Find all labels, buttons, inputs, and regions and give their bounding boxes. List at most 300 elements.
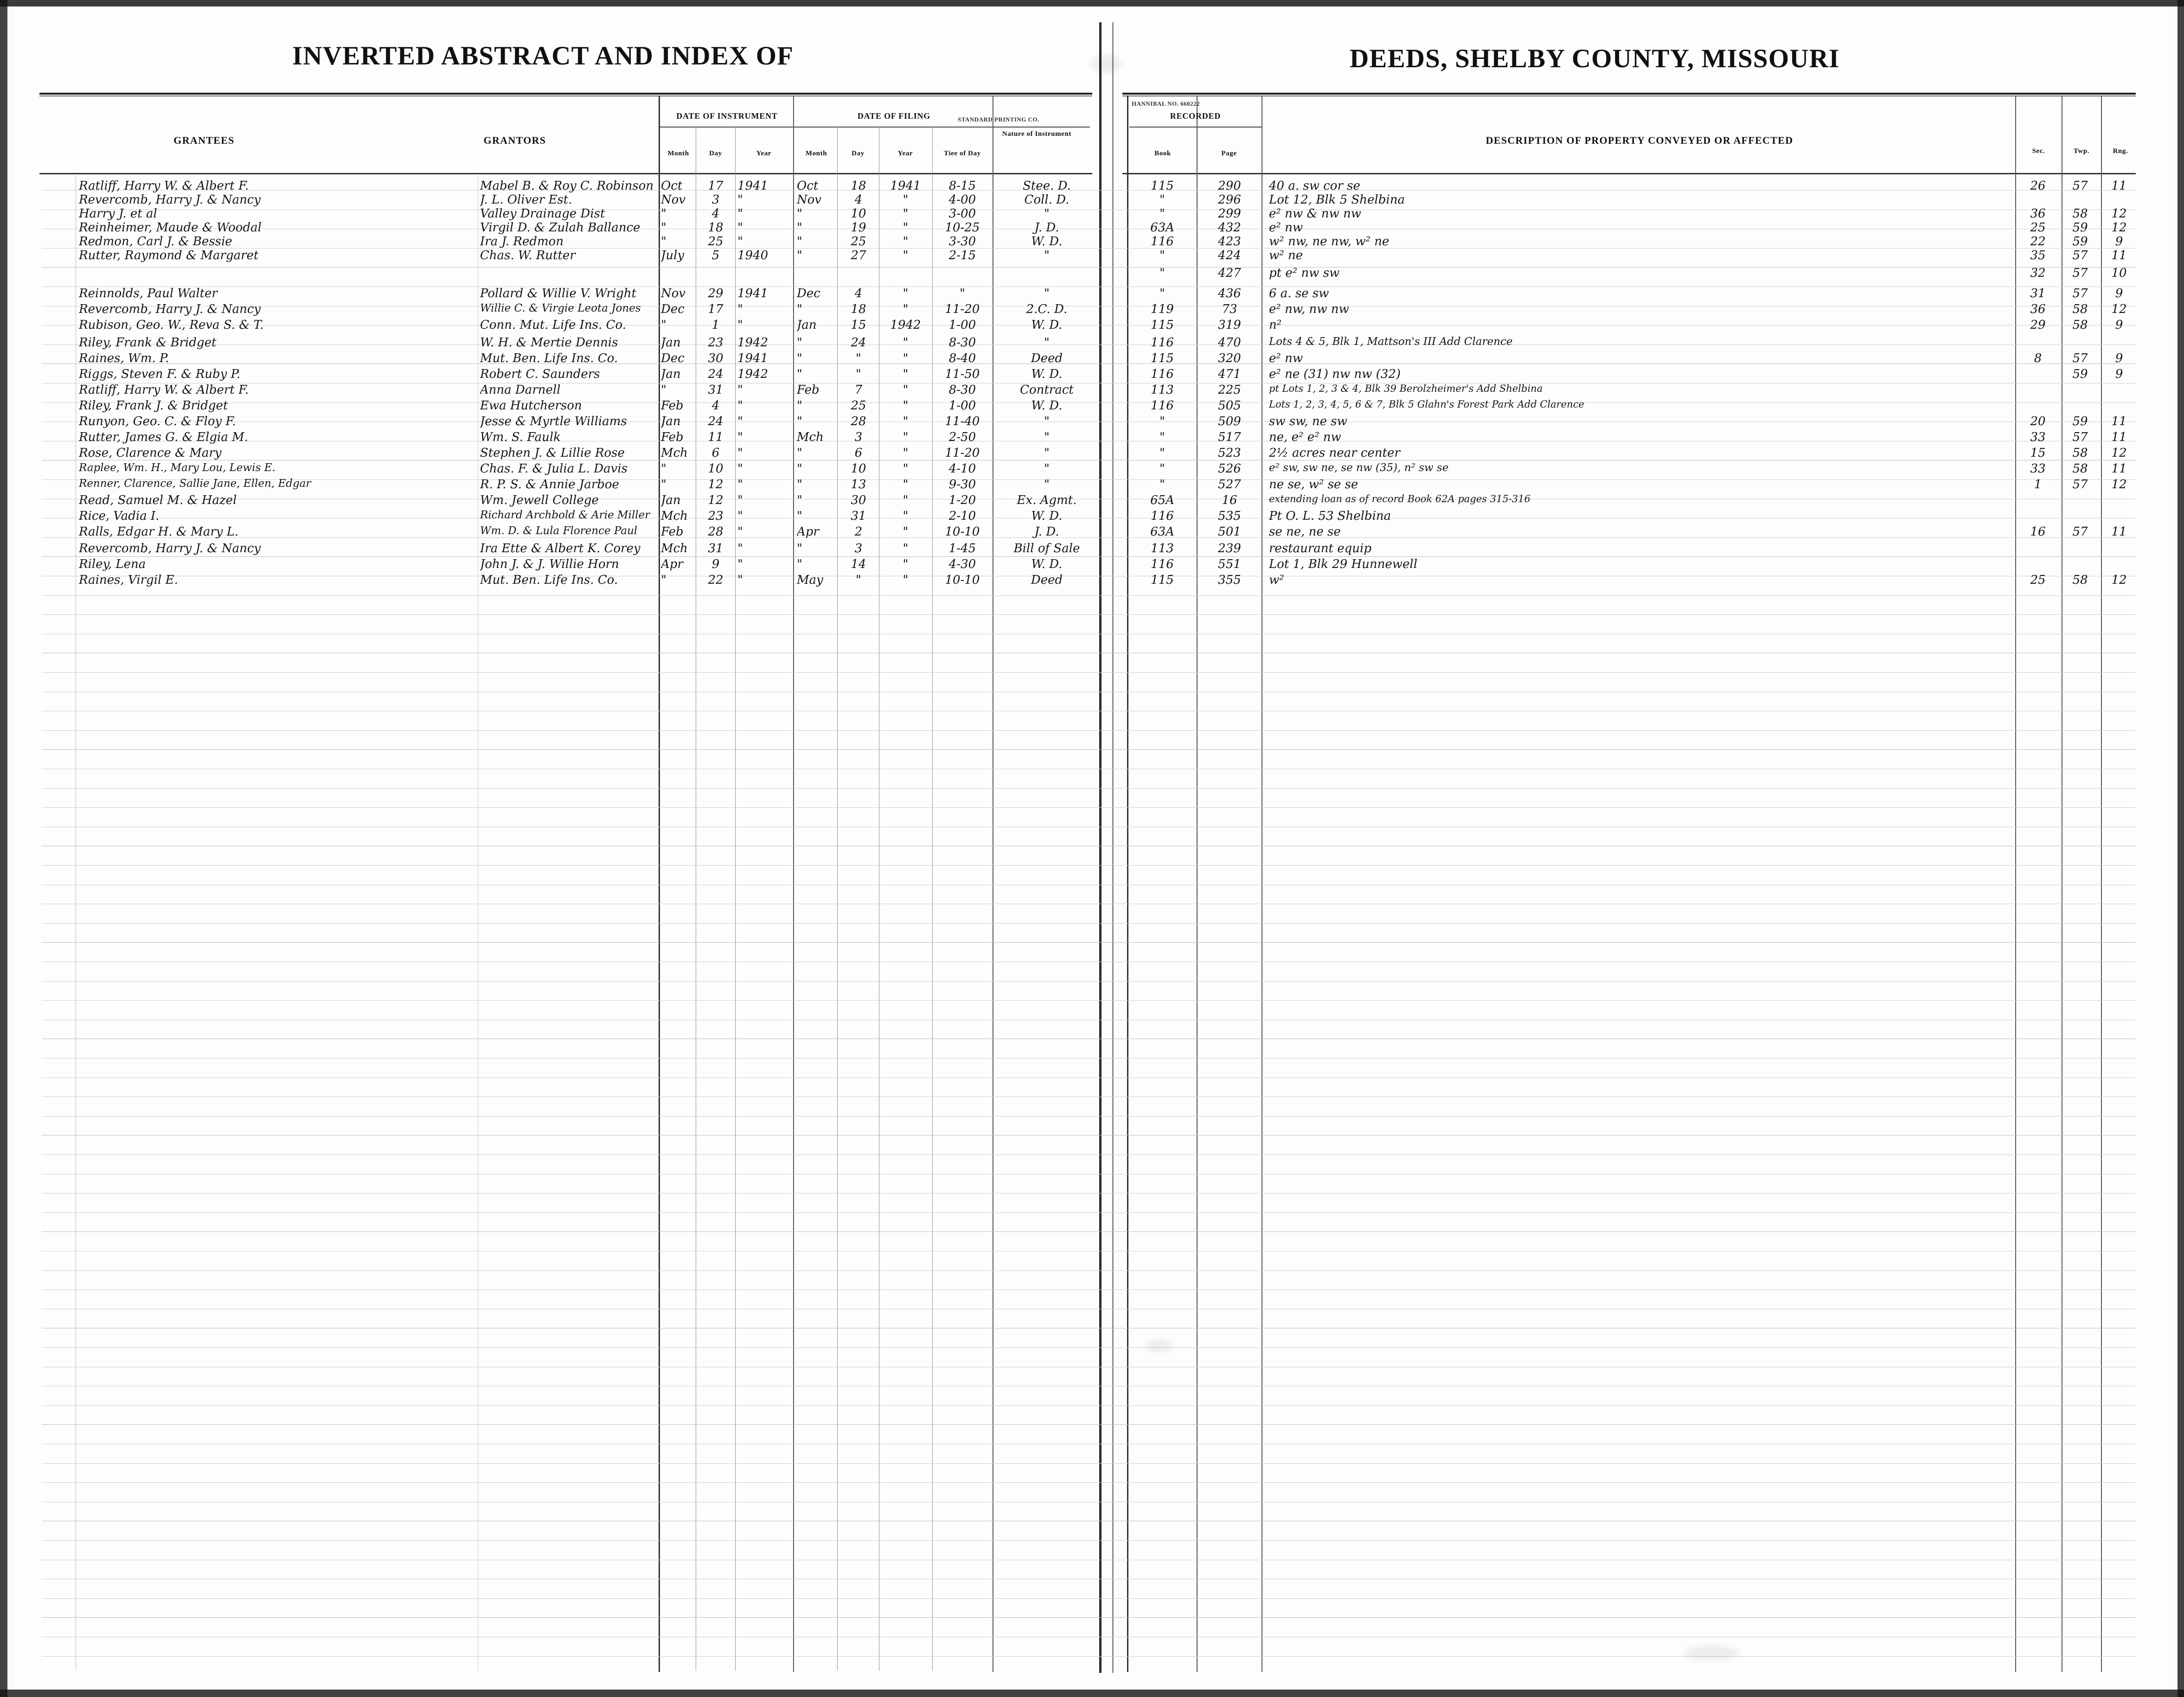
cell-inst-month: Feb — [661, 399, 684, 413]
cell-time: 2-10 — [948, 509, 976, 523]
cell-time: 1-00 — [948, 318, 976, 332]
cell-grantees: Redmon, Carl J. & Bessie — [79, 235, 232, 249]
cell-file-month: " — [797, 336, 802, 350]
cell-book: 116 — [1151, 235, 1174, 249]
cell-book: " — [1159, 430, 1165, 444]
cell-file-year: " — [903, 557, 909, 571]
ruled-line — [42, 1347, 2136, 1348]
col-rule-recorded-left — [1127, 96, 1128, 1672]
cell-file-day: 4 — [854, 193, 863, 207]
cell-inst-month: Dec — [661, 302, 685, 316]
cell-nature: " — [1044, 462, 1050, 476]
cell-file-year: 1942 — [890, 318, 921, 332]
cell-nature: " — [1044, 415, 1050, 428]
cell-grantees: Rubison, Geo. W., Reva S. & T. — [79, 318, 264, 332]
cell-file-year: " — [903, 542, 909, 555]
cell-inst-month: Jan — [661, 415, 681, 428]
cell-file-month: " — [797, 302, 802, 316]
cell-inst-year: " — [737, 430, 743, 444]
cell-page: 535 — [1218, 509, 1241, 523]
cell-book: 116 — [1151, 399, 1174, 413]
cell-page: 320 — [1218, 351, 1241, 365]
cell-book: " — [1159, 478, 1165, 491]
cell-rng: 9 — [2115, 287, 2123, 300]
cell-inst-year: " — [737, 235, 743, 249]
cell-description: w² ne — [1269, 249, 1303, 262]
cell-nature: W. D. — [1031, 235, 1063, 249]
cell-file-day: 19 — [851, 221, 866, 235]
cell-inst-month: Jan — [661, 493, 681, 507]
cell-description: pt e² nw sw — [1269, 266, 1340, 280]
cell-sec: 25 — [2030, 573, 2046, 587]
cell-description: pt Lots 1, 2, 3 & 4, Blk 39 Berolzheimer's Add Shelbina — [1269, 383, 1543, 394]
cell-page: 505 — [1218, 399, 1241, 413]
cell-page: 296 — [1218, 193, 1241, 207]
cell-page: 509 — [1218, 415, 1241, 428]
cell-file-month: Mch — [797, 430, 824, 444]
ledger-sheet — [14, 8, 2168, 1687]
cell-file-day: 3 — [854, 430, 863, 444]
cell-file-year: " — [903, 302, 909, 316]
page-edge-bottom — [0, 1690, 2184, 1697]
ruled-line — [42, 1000, 2136, 1001]
cell-grantees: Riley, Frank J. & Bridget — [79, 399, 228, 413]
cell-book: 115 — [1151, 179, 1174, 193]
cell-inst-year: " — [737, 557, 743, 571]
cell-rng: 12 — [2111, 478, 2127, 491]
cell-page: 290 — [1218, 179, 1241, 193]
cell-inst-day: 22 — [708, 573, 724, 587]
ruled-line — [42, 672, 2136, 673]
cell-inst-day: 25 — [708, 235, 724, 249]
cell-grantees: Rice, Vadia I. — [79, 509, 160, 523]
ruled-line — [42, 1405, 2136, 1406]
cell-book: 115 — [1151, 573, 1174, 587]
cell-grantees: Riggs, Steven F. & Ruby P. — [79, 367, 241, 381]
cell-description: Lot 12, Blk 5 Shelbina — [1269, 193, 1405, 207]
cell-time: 11-20 — [945, 446, 980, 460]
column-header-date-of-instrument: DATE OF INSTRUMENT — [676, 111, 778, 121]
col-rule-sec — [2015, 96, 2016, 1672]
cell-grantees: Ralls, Edgar H. & Mary L. — [79, 525, 239, 539]
ruled-line — [42, 1289, 2136, 1290]
cell-sec: 26 — [2030, 179, 2046, 193]
cell-time: 10-25 — [945, 221, 980, 235]
cell-twp: 58 — [2072, 462, 2088, 476]
cell-book: 63A — [1150, 221, 1174, 235]
cell-rng: 10 — [2111, 266, 2127, 280]
cell-inst-month: " — [661, 318, 666, 332]
cell-nature: J. D. — [1034, 221, 1059, 235]
cell-sec: 36 — [2030, 207, 2046, 221]
ruled-line — [42, 788, 2136, 789]
cell-time: 11-40 — [945, 415, 980, 428]
cell-page: 523 — [1218, 446, 1241, 460]
cell-description: 2½ acres near center — [1269, 446, 1400, 460]
cell-inst-year: 1941 — [737, 287, 769, 300]
cell-time: 8-30 — [948, 336, 976, 350]
cell-inst-year: " — [737, 493, 743, 507]
cell-inst-year: " — [737, 207, 743, 221]
cell-inst-year: " — [737, 573, 743, 587]
cell-inst-day: 1 — [711, 318, 720, 332]
page-title-right: DEEDS, SHELBY COUNTY, MISSOURI — [1350, 44, 1840, 73]
cell-description: Lot 1, Blk 29 Hunnewell — [1269, 557, 1418, 571]
cell-inst-year: 1940 — [737, 249, 769, 262]
cell-description: Lots 4 & 5, Blk 1, Mattson's III Add Clarence — [1269, 336, 1513, 348]
col-rule-filing — [793, 96, 794, 1672]
cell-nature: Bill of Sale — [1013, 542, 1080, 555]
cell-twp: 57 — [2072, 430, 2088, 444]
cell-file-year: " — [903, 249, 909, 262]
cell-inst-month: Nov — [661, 287, 686, 300]
cell-inst-day: 23 — [708, 336, 724, 350]
cell-description: e² nw, nw nw — [1269, 302, 1349, 316]
cell-file-year: " — [903, 351, 909, 365]
cell-grantors: Anna Darnell — [480, 383, 561, 397]
cell-page: 526 — [1218, 462, 1241, 476]
cell-file-year: " — [903, 509, 909, 523]
cell-page: 551 — [1218, 557, 1241, 571]
cell-twp: 57 — [2072, 525, 2088, 539]
ruled-line — [42, 1540, 2136, 1541]
cell-grantees: Raines, Wm. P. — [79, 351, 169, 365]
cell-rng: 9 — [2115, 351, 2123, 365]
cell-inst-month: Feb — [661, 525, 684, 539]
cell-book: 116 — [1151, 367, 1174, 381]
cell-file-month: Feb — [797, 383, 820, 397]
column-header-inst-month: Month — [667, 150, 689, 157]
cell-sec: 36 — [2030, 302, 2046, 316]
cell-grantees: Riley, Lena — [79, 557, 146, 571]
cell-inst-month: Mch — [661, 509, 688, 523]
cell-book: 113 — [1151, 542, 1174, 555]
page-title-left: INVERTED ABSTRACT AND INDEX OF — [292, 41, 794, 70]
cell-grantors: Mabel B. & Roy C. Robinson — [480, 179, 654, 193]
cell-page: 239 — [1218, 542, 1241, 555]
cell-file-year: " — [903, 287, 909, 300]
cell-grantors: Willie C. & Virgie Leota Jones — [480, 302, 641, 314]
cell-description: ne, e² e² nw — [1269, 430, 1341, 444]
cell-inst-day: 28 — [708, 525, 724, 539]
cell-book: " — [1159, 446, 1165, 460]
ruled-line — [42, 865, 2136, 866]
header-bottom-rule-right — [1122, 173, 2136, 174]
cell-book: " — [1159, 249, 1165, 262]
cell-twp: 59 — [2072, 221, 2088, 235]
cell-rng: 11 — [2111, 179, 2127, 193]
cell-rng: 11 — [2111, 462, 2127, 476]
cell-book: " — [1159, 415, 1165, 428]
cell-inst-month: Feb — [661, 430, 684, 444]
cell-time: 11-20 — [945, 302, 980, 316]
cell-inst-month: Jan — [661, 367, 681, 381]
cell-time: 2-15 — [948, 249, 976, 262]
cell-sec: 33 — [2030, 430, 2046, 444]
cell-description: w² nw, ne nw, w² ne — [1269, 235, 1390, 249]
cell-file-month: Jan — [797, 318, 817, 332]
cell-grantors: Valley Drainage Dist — [480, 207, 605, 221]
cell-time: 4-30 — [948, 557, 976, 571]
cell-inst-day: 5 — [711, 249, 720, 262]
cell-description: sw sw, ne sw — [1269, 415, 1347, 428]
cell-inst-year: " — [737, 542, 743, 555]
cell-grantees: Revercomb, Harry J. & Nancy — [79, 193, 261, 207]
cell-nature: Deed — [1031, 351, 1063, 365]
cell-grantees: Riley, Frank & Bridget — [79, 336, 217, 350]
cell-inst-month: " — [661, 221, 666, 235]
cell-grantors: Pollard & Willie V. Wright — [480, 287, 637, 300]
title-rule-right — [1122, 93, 2136, 95]
cell-page: 471 — [1218, 367, 1241, 381]
cell-time: 11-50 — [945, 367, 980, 381]
cell-time: 10-10 — [945, 573, 980, 587]
cell-description: w² — [1269, 573, 1284, 587]
cell-file-year: " — [903, 446, 909, 460]
cell-file-month: " — [797, 509, 802, 523]
cell-grantees: Raplee, Wm. H., Mary Lou, Lewis E. — [79, 462, 275, 474]
col-rule-inst-year — [735, 127, 736, 1671]
cell-inst-year: " — [737, 415, 743, 428]
cell-file-month: " — [797, 493, 802, 507]
cell-inst-month: Mch — [661, 542, 688, 555]
cell-inst-month: Apr — [661, 557, 683, 571]
cell-file-year: " — [903, 525, 909, 539]
cell-page: 436 — [1218, 287, 1241, 300]
cell-description: n² — [1269, 318, 1282, 332]
cell-inst-month: Oct — [661, 179, 683, 193]
column-header-file-day: Day — [852, 150, 865, 157]
cell-page: 424 — [1218, 249, 1241, 262]
cell-file-year: " — [903, 493, 909, 507]
cell-time: 8-15 — [948, 179, 976, 193]
cell-nature: " — [1044, 430, 1050, 444]
ruled-line — [42, 1617, 2136, 1618]
cell-time: " — [960, 287, 965, 300]
cell-book: " — [1159, 193, 1165, 207]
cell-nature: Stee. D. — [1023, 179, 1071, 193]
cell-nature: Ex. Agmt. — [1017, 493, 1077, 507]
cell-page: 16 — [1222, 493, 1237, 507]
cell-file-month: " — [797, 446, 802, 460]
column-header-file-year: Year — [897, 150, 913, 157]
ruled-line — [42, 1135, 2136, 1136]
ruled-line — [42, 923, 2136, 924]
cell-grantors: Ewa Hutcherson — [480, 399, 582, 413]
cell-grantees: Runyon, Geo. C. & Floy F. — [79, 415, 236, 428]
cell-inst-month: Dec — [661, 351, 685, 365]
cell-file-day: 6 — [854, 446, 863, 460]
column-header-rng: Rng. — [2113, 147, 2128, 155]
cell-description: e² nw — [1269, 221, 1303, 235]
cell-file-year: " — [903, 415, 909, 428]
column-header-date-of-filing: DATE OF FILING — [857, 111, 931, 121]
cell-inst-year: " — [737, 318, 743, 332]
cell-description: Pt O. L. 53 Shelbina — [1269, 509, 1391, 523]
cell-sec: 16 — [2030, 525, 2046, 539]
cell-nature: W. D. — [1031, 399, 1063, 413]
cell-grantees: Reinheimer, Maude & Woodal — [79, 221, 262, 235]
cell-twp: 57 — [2072, 266, 2088, 280]
cell-file-year: " — [903, 336, 909, 350]
cell-grantees: Ratliff, Harry W. & Albert F. — [79, 383, 249, 397]
cell-book: " — [1159, 266, 1165, 280]
cell-nature: " — [1044, 287, 1050, 300]
cell-inst-day: 31 — [708, 542, 724, 555]
cell-file-month: " — [797, 221, 802, 235]
cell-file-day: 24 — [851, 336, 866, 350]
cell-inst-year: 1941 — [737, 351, 769, 365]
cell-file-year: " — [903, 383, 909, 397]
cell-file-day: 10 — [851, 207, 866, 221]
cell-file-year: " — [903, 193, 909, 207]
cell-book: 116 — [1151, 336, 1174, 350]
cell-time: 3-00 — [948, 207, 976, 221]
cell-grantors: Richard Archbold & Arie Miller — [480, 509, 650, 521]
column-header-nature-of-instrument: Nature of Instrument — [1002, 130, 1072, 138]
cell-sec: 15 — [2030, 446, 2046, 460]
ruled-line — [42, 1270, 2136, 1271]
cell-inst-year: " — [737, 478, 743, 491]
cell-twp: 58 — [2072, 302, 2088, 316]
cell-book: 63A — [1150, 525, 1174, 539]
cell-inst-day: 18 — [708, 221, 724, 235]
cell-file-month: " — [797, 542, 802, 555]
cell-description: 40 a. sw cor se — [1269, 179, 1360, 193]
cell-inst-year: 1941 — [737, 179, 769, 193]
cell-nature: W. D. — [1031, 318, 1063, 332]
cell-nature: " — [1044, 336, 1050, 350]
ruled-line — [42, 1424, 2136, 1425]
cell-inst-day: 9 — [711, 557, 720, 571]
cell-nature: " — [1044, 446, 1050, 460]
cell-twp: 57 — [2072, 351, 2088, 365]
cell-time: 8-40 — [948, 351, 976, 365]
cell-inst-day: 10 — [708, 462, 724, 476]
cell-time: 4-10 — [948, 462, 976, 476]
cell-page: 432 — [1218, 221, 1241, 235]
cell-book: 115 — [1151, 351, 1174, 365]
smudge-1 — [1090, 55, 1122, 73]
cell-nature: " — [1044, 249, 1050, 262]
page-edge-left — [0, 0, 7, 1697]
cell-time: 1-00 — [948, 399, 976, 413]
cell-time: 1-45 — [948, 542, 976, 555]
cell-inst-day: 6 — [711, 446, 720, 460]
cell-description: Lots 1, 2, 3, 4, 5, 6 & 7, Blk 5 Glahn's Forest Park Add Clarence — [1269, 399, 1584, 410]
cell-inst-year: " — [737, 302, 743, 316]
page-edge-right — [2178, 0, 2184, 1697]
cell-inst-year: " — [737, 193, 743, 207]
cell-grantees: Rutter, James G. & Elgia M. — [79, 430, 248, 444]
cell-description: se ne, ne se — [1269, 525, 1341, 539]
page-edge-top — [0, 0, 2184, 6]
cell-grantors: Wm. Jewell College — [480, 493, 599, 507]
cell-grantees: Revercomb, Harry J. & Nancy — [79, 302, 261, 316]
ruled-line — [42, 730, 2136, 731]
cell-description: e² sw, sw ne, se nw (35), n² sw se — [1269, 462, 1449, 474]
ruled-line — [42, 1463, 2136, 1464]
cell-grantees: Harry J. et al — [79, 207, 157, 221]
cell-book: 116 — [1151, 509, 1174, 523]
cell-description: e² nw — [1269, 351, 1303, 365]
cell-file-month: " — [797, 249, 802, 262]
column-header-grantees: GRANTEES — [173, 134, 235, 146]
ruled-line — [42, 1482, 2136, 1483]
cell-book: 116 — [1151, 557, 1174, 571]
cell-file-day: 14 — [851, 557, 866, 571]
cell-file-month: " — [797, 557, 802, 571]
ruled-line — [42, 981, 2136, 982]
cell-inst-day: 29 — [708, 287, 724, 300]
cell-grantees: Revercomb, Harry J. & Nancy — [79, 542, 261, 555]
cell-file-day: " — [856, 351, 861, 365]
smudge-2 — [1146, 1339, 1173, 1353]
cell-file-day: 7 — [854, 383, 863, 397]
cell-rng: 11 — [2111, 415, 2127, 428]
cell-rng: 9 — [2115, 318, 2123, 332]
column-header-book: Book — [1154, 150, 1171, 157]
cell-grantees: Rose, Clarence & Mary — [79, 446, 222, 460]
cell-sec: 29 — [2030, 318, 2046, 332]
cell-inst-year: " — [737, 462, 743, 476]
cell-inst-day: 30 — [708, 351, 724, 365]
cell-book: 115 — [1151, 318, 1174, 332]
cell-rng: 11 — [2111, 525, 2127, 539]
cell-inst-day: 17 — [708, 179, 724, 193]
header-mid-rule-right — [1129, 127, 1262, 128]
ruled-line — [42, 1656, 2136, 1657]
cell-twp: 57 — [2072, 287, 2088, 300]
cell-file-year: " — [903, 462, 909, 476]
cell-file-month: " — [797, 367, 802, 381]
column-header-twp: Twp. — [2073, 147, 2090, 155]
cell-sec: 31 — [2030, 287, 2046, 300]
cell-twp: 57 — [2072, 478, 2088, 491]
cell-sec: 22 — [2030, 235, 2046, 249]
cell-sec: 25 — [2030, 221, 2046, 235]
cell-file-day: 31 — [851, 509, 866, 523]
cell-page: 427 — [1218, 266, 1241, 280]
cell-nature: Coll. D. — [1024, 193, 1070, 207]
cell-file-day: 27 — [851, 249, 866, 262]
cell-grantors: Conn. Mut. Life Ins. Co. — [480, 318, 627, 332]
cell-file-day: 2 — [854, 525, 863, 539]
cell-description: e² ne (31) nw nw (32) — [1269, 367, 1401, 381]
cell-file-day: 13 — [851, 478, 866, 491]
cell-file-month: " — [797, 399, 802, 413]
column-header-inst-year: Year — [756, 150, 772, 157]
cell-page: 501 — [1218, 525, 1241, 539]
cell-time: 10-10 — [945, 525, 980, 539]
cell-description: ne se, w² se se — [1269, 478, 1358, 491]
cell-rng: 12 — [2111, 302, 2127, 316]
cell-file-month: May — [797, 573, 823, 587]
cell-rng: 12 — [2111, 573, 2127, 587]
cell-inst-month: " — [661, 573, 666, 587]
cell-time: 4-00 — [948, 193, 976, 207]
cell-inst-day: 3 — [711, 193, 720, 207]
cell-file-day: 10 — [851, 462, 866, 476]
cell-inst-day: 31 — [708, 383, 724, 397]
cell-file-month: " — [797, 351, 802, 365]
cell-grantors: Wm. D. & Lula Florence Paul — [480, 525, 638, 537]
cell-page: 527 — [1218, 478, 1241, 491]
ruled-line — [42, 807, 2136, 808]
cell-book: " — [1159, 287, 1165, 300]
cell-file-day: 25 — [851, 235, 866, 249]
ruled-line — [42, 1231, 2136, 1232]
